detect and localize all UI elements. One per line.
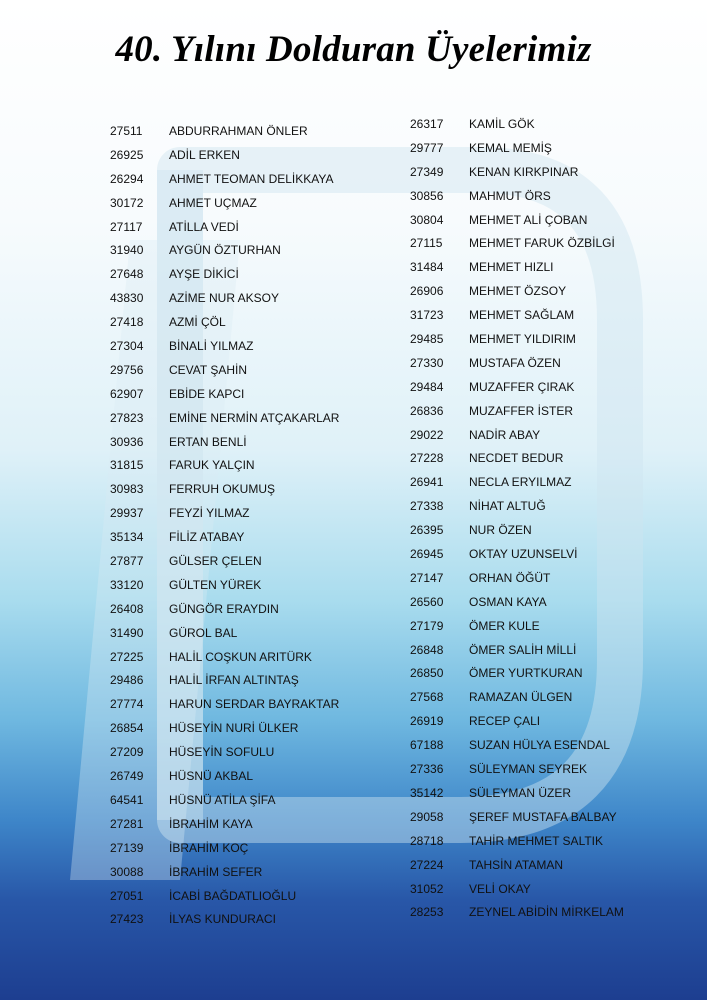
- member-number: 26317: [410, 117, 444, 131]
- member-row: [410, 543, 624, 567]
- member-number: 27117: [110, 219, 143, 234]
- member-name: SUZAN HÜLYA ESENDAL: [469, 738, 610, 753]
- member-number: 26925: [110, 147, 144, 162]
- member-row: [110, 837, 339, 861]
- member-name: OKTAY UZUNSELVİ: [469, 547, 578, 562]
- member-name: HARUN SERDAR BAYRAKTAR: [169, 697, 340, 712]
- member-name: İBRAHİM SEFER: [169, 864, 263, 879]
- member-name: EMİNE NERMİN ATÇAKARLAR: [169, 410, 340, 425]
- member-row: [110, 478, 339, 502]
- member-row: [410, 854, 624, 878]
- member-number: 26906: [410, 284, 444, 299]
- member-number: 27877: [110, 554, 144, 569]
- member-number: 27225: [110, 649, 144, 664]
- member-row: [110, 216, 339, 240]
- member-row: [410, 686, 624, 710]
- member-row: [410, 328, 624, 352]
- member-name: CEVAT ŞAHİN: [169, 362, 248, 377]
- member-name: İLYAS KUNDURACI: [169, 912, 276, 927]
- member-number: 26848: [410, 642, 444, 657]
- member-name: MEHMET ÖZSOY: [469, 284, 567, 299]
- member-list-left: [110, 120, 339, 932]
- member-number: 26395: [410, 523, 444, 538]
- member-name: ABDURRAHMAN ÖNLER: [169, 124, 308, 138]
- member-name: ÖMER KULE: [469, 618, 540, 633]
- member-row: [410, 447, 624, 471]
- member-number: 43830: [110, 291, 144, 306]
- member-number: 27147: [410, 570, 444, 585]
- member-name: HÜSNÜ ATİLA ŞİFA: [169, 792, 276, 807]
- member-number: 27209: [110, 745, 144, 760]
- member-row: [110, 120, 339, 144]
- member-number: 26850: [410, 666, 444, 681]
- member-row: [410, 567, 624, 591]
- member-number: 35134: [110, 530, 144, 545]
- member-number: 31723: [410, 308, 444, 323]
- member-row: [110, 407, 339, 431]
- member-name: EBİDE KAPCI: [169, 386, 245, 401]
- member-row: [410, 830, 624, 854]
- member-number: 29058: [410, 809, 444, 824]
- member-number: 27228: [410, 451, 444, 466]
- member-number: 64541: [110, 792, 144, 807]
- member-name: HÜSNÜ AKBAL: [169, 769, 254, 784]
- member-row: [410, 806, 624, 830]
- member-name: İCABİ BAĞDATLIOĞLU: [169, 888, 297, 903]
- member-row: [110, 646, 339, 670]
- member-number: 28718: [410, 833, 444, 848]
- member-list-right: [410, 113, 624, 925]
- member-row: [410, 232, 624, 256]
- member-row: [110, 454, 339, 478]
- member-name: ORHAN ÖĞÜT: [469, 570, 551, 585]
- member-row: [110, 789, 339, 813]
- member-number: 62907: [110, 386, 144, 401]
- member-number: 27336: [410, 762, 444, 777]
- member-number: 30856: [410, 188, 444, 203]
- member-row: [410, 878, 624, 902]
- member-name: NECDET BEDUR: [469, 451, 564, 466]
- member-name: KEMAL MEMİŞ: [469, 140, 552, 155]
- member-number: 27648: [110, 267, 144, 282]
- member-row: [410, 734, 624, 758]
- member-name: NUR ÖZEN: [469, 523, 532, 538]
- member-row: [110, 550, 339, 574]
- member-number: 27349: [410, 164, 444, 179]
- member-number: 26560: [410, 594, 444, 609]
- member-number: 26919: [410, 714, 444, 729]
- member-name: MEHMET YILDIRIM: [469, 332, 576, 347]
- member-row: [410, 137, 624, 161]
- member-number: 27418: [110, 315, 144, 330]
- member-row: [110, 885, 339, 909]
- member-name: AZMİ ÇÖL: [169, 315, 226, 330]
- member-number: 27139: [110, 840, 144, 855]
- member-number: 27511: [110, 124, 143, 138]
- member-row: [110, 431, 339, 455]
- member-number: 29484: [410, 379, 444, 394]
- member-row: [110, 335, 339, 359]
- member-row: [110, 359, 339, 383]
- member-name: MAHMUT ÖRS: [469, 188, 551, 203]
- member-number: 30172: [110, 195, 144, 210]
- member-row: [410, 471, 624, 495]
- member-row: [110, 239, 339, 263]
- member-number: 26941: [410, 475, 444, 490]
- member-name: MUZAFFER İSTER: [469, 403, 573, 418]
- member-number: 31940: [110, 243, 144, 258]
- member-row: [110, 813, 339, 837]
- member-row: [410, 758, 624, 782]
- member-name: MUZAFFER ÇIRAK: [469, 379, 575, 394]
- member-row: [110, 765, 339, 789]
- member-row: [410, 782, 624, 806]
- member-name: BİNALİ YILMAZ: [169, 339, 254, 354]
- member-name: NECLA ERYILMAZ: [469, 475, 572, 490]
- member-row: [410, 209, 624, 233]
- member-row: [110, 669, 339, 693]
- member-row: [110, 717, 339, 741]
- member-name: NİHAT ALTUĞ: [469, 499, 546, 514]
- member-number: 29485: [410, 332, 444, 347]
- member-number: 27330: [410, 355, 444, 370]
- member-name: MEHMET HIZLI: [469, 260, 554, 275]
- member-number: 28253: [410, 905, 444, 920]
- member-row: [110, 311, 339, 335]
- member-number: 35142: [410, 785, 444, 800]
- member-name: ÖMER YURTKURAN: [469, 666, 583, 681]
- member-row: [410, 591, 624, 615]
- member-number: 27179: [410, 618, 444, 633]
- member-name: GÜNGÖR ERAYDIN: [169, 601, 279, 616]
- member-name: AYGÜN ÖZTURHAN: [169, 243, 281, 258]
- member-row: [110, 192, 339, 216]
- member-row: [110, 526, 339, 550]
- member-number: 27304: [110, 339, 144, 354]
- member-name: HALİL COŞKUN ARITÜRK: [169, 649, 312, 664]
- member-row: [410, 639, 624, 663]
- member-name: AHMET TEOMAN DELİKKAYA: [169, 171, 334, 186]
- member-row: [410, 662, 624, 686]
- member-row: [110, 574, 339, 598]
- member-number: 29937: [110, 506, 144, 521]
- member-number: 67188: [410, 738, 444, 753]
- member-row: [110, 908, 339, 932]
- member-number: 26836: [410, 403, 444, 418]
- member-name: GÜROL BAL: [169, 625, 238, 640]
- member-number: 31484: [410, 260, 444, 275]
- member-name: FARUK YALÇIN: [169, 458, 255, 473]
- member-number: 26854: [110, 721, 144, 736]
- member-row: [110, 861, 339, 885]
- member-row: [110, 502, 339, 526]
- member-row: [410, 424, 624, 448]
- member-number: 29022: [410, 427, 444, 442]
- member-number: 27224: [410, 857, 444, 872]
- member-name: İBRAHİM KOÇ: [169, 840, 249, 855]
- member-row: [410, 615, 624, 639]
- member-number: 27281: [110, 816, 144, 831]
- member-row: [110, 693, 339, 717]
- member-name: ERTAN BENLİ: [169, 434, 247, 449]
- member-name: SÜLEYMAN ÜZER: [469, 785, 572, 800]
- member-row: [410, 352, 624, 376]
- member-number: 26749: [110, 769, 144, 784]
- member-row: [410, 185, 624, 209]
- member-name: FİLİZ ATABAY: [169, 530, 245, 545]
- member-name: NADİR ABAY: [469, 427, 541, 442]
- member-number: 30983: [110, 482, 144, 497]
- member-number: 27823: [110, 410, 144, 425]
- member-name: HÜSEYİN NURİ ÜLKER: [169, 721, 299, 736]
- member-name: TAHSİN ATAMAN: [469, 857, 564, 872]
- member-number: 31815: [110, 458, 144, 473]
- member-name: KAMİL GÖK: [469, 117, 535, 131]
- member-row: [410, 901, 624, 925]
- member-row: [110, 168, 339, 192]
- member-number: 27115: [410, 236, 443, 251]
- member-number: 27338: [410, 499, 444, 514]
- member-name: HALİL İRFAN ALTINTAŞ: [169, 673, 299, 688]
- member-name: KENAN KIRKPINAR: [469, 164, 579, 179]
- member-row: [410, 400, 624, 424]
- member-name: ATİLLA VEDİ: [169, 219, 239, 234]
- member-name: GÜLTEN YÜREK: [169, 577, 262, 592]
- member-number: 30088: [110, 864, 144, 879]
- member-row: [410, 280, 624, 304]
- member-name: İBRAHİM KAYA: [169, 816, 253, 831]
- member-name: FERRUH OKUMUŞ: [169, 482, 276, 497]
- member-name: AYŞE DİKİCİ: [169, 267, 239, 282]
- member-name: MEHMET FARUK ÖZBİLGİ: [469, 236, 615, 251]
- member-number: 27051: [110, 888, 144, 903]
- member-name: ÖMER SALİH MİLLİ: [469, 642, 577, 657]
- member-name: AHMET UÇMAZ: [169, 195, 257, 210]
- member-name: ADİL ERKEN: [169, 147, 240, 162]
- member-number: 26945: [410, 547, 444, 562]
- member-row: [410, 304, 624, 328]
- member-name: VELİ OKAY: [469, 881, 531, 896]
- member-name: MEHMET SAĞLAM: [469, 308, 575, 323]
- member-number: 30936: [110, 434, 144, 449]
- member-number: 33120: [110, 577, 144, 592]
- member-row: [110, 741, 339, 765]
- member-name: MUSTAFA ÖZEN: [469, 355, 561, 370]
- member-name: ZEYNEL ABİDİN MİRKELAM: [469, 905, 624, 920]
- member-row: [410, 376, 624, 400]
- member-name: FEYZİ YILMAZ: [169, 506, 250, 521]
- member-number: 26408: [110, 601, 144, 616]
- member-number: 27568: [410, 690, 444, 705]
- member-row: [410, 161, 624, 185]
- member-name: TAHİR MEHMET SALTIK: [469, 833, 604, 848]
- member-row: [410, 710, 624, 734]
- member-name: OSMAN KAYA: [469, 594, 547, 609]
- member-name: ŞEREF MUSTAFA BALBAY: [469, 809, 617, 824]
- member-number: 26294: [110, 171, 144, 186]
- member-row: [110, 622, 339, 646]
- member-row: [410, 113, 624, 137]
- member-name: RAMAZAN ÜLGEN: [469, 690, 573, 705]
- member-number: 29777: [410, 140, 444, 155]
- member-row: [110, 598, 339, 622]
- member-name: SÜLEYMAN SEYREK: [469, 762, 588, 777]
- member-row: [410, 519, 624, 543]
- member-name: MEHMET ALİ ÇOBAN: [469, 212, 588, 227]
- member-name: GÜLSER ÇELEN: [169, 554, 262, 569]
- member-row: [410, 495, 624, 519]
- member-number: 29486: [110, 673, 144, 688]
- member-row: [110, 144, 339, 168]
- member-number: 29756: [110, 362, 144, 377]
- member-row: [110, 383, 339, 407]
- member-number: 27774: [110, 697, 144, 712]
- member-row: [110, 287, 339, 311]
- member-name: RECEP ÇALI: [469, 714, 541, 729]
- member-row: [110, 263, 339, 287]
- member-number: 27423: [110, 912, 144, 927]
- member-row: [410, 256, 624, 280]
- member-number: 30804: [410, 212, 444, 227]
- page-title: 40. Yılını Dolduran Üyelerimiz: [115, 29, 592, 70]
- member-name: AZİME NUR AKSOY: [169, 291, 280, 306]
- member-number: 31490: [110, 625, 144, 640]
- member-name: HÜSEYİN SOFULU: [169, 745, 275, 760]
- member-number: 31052: [410, 881, 444, 896]
